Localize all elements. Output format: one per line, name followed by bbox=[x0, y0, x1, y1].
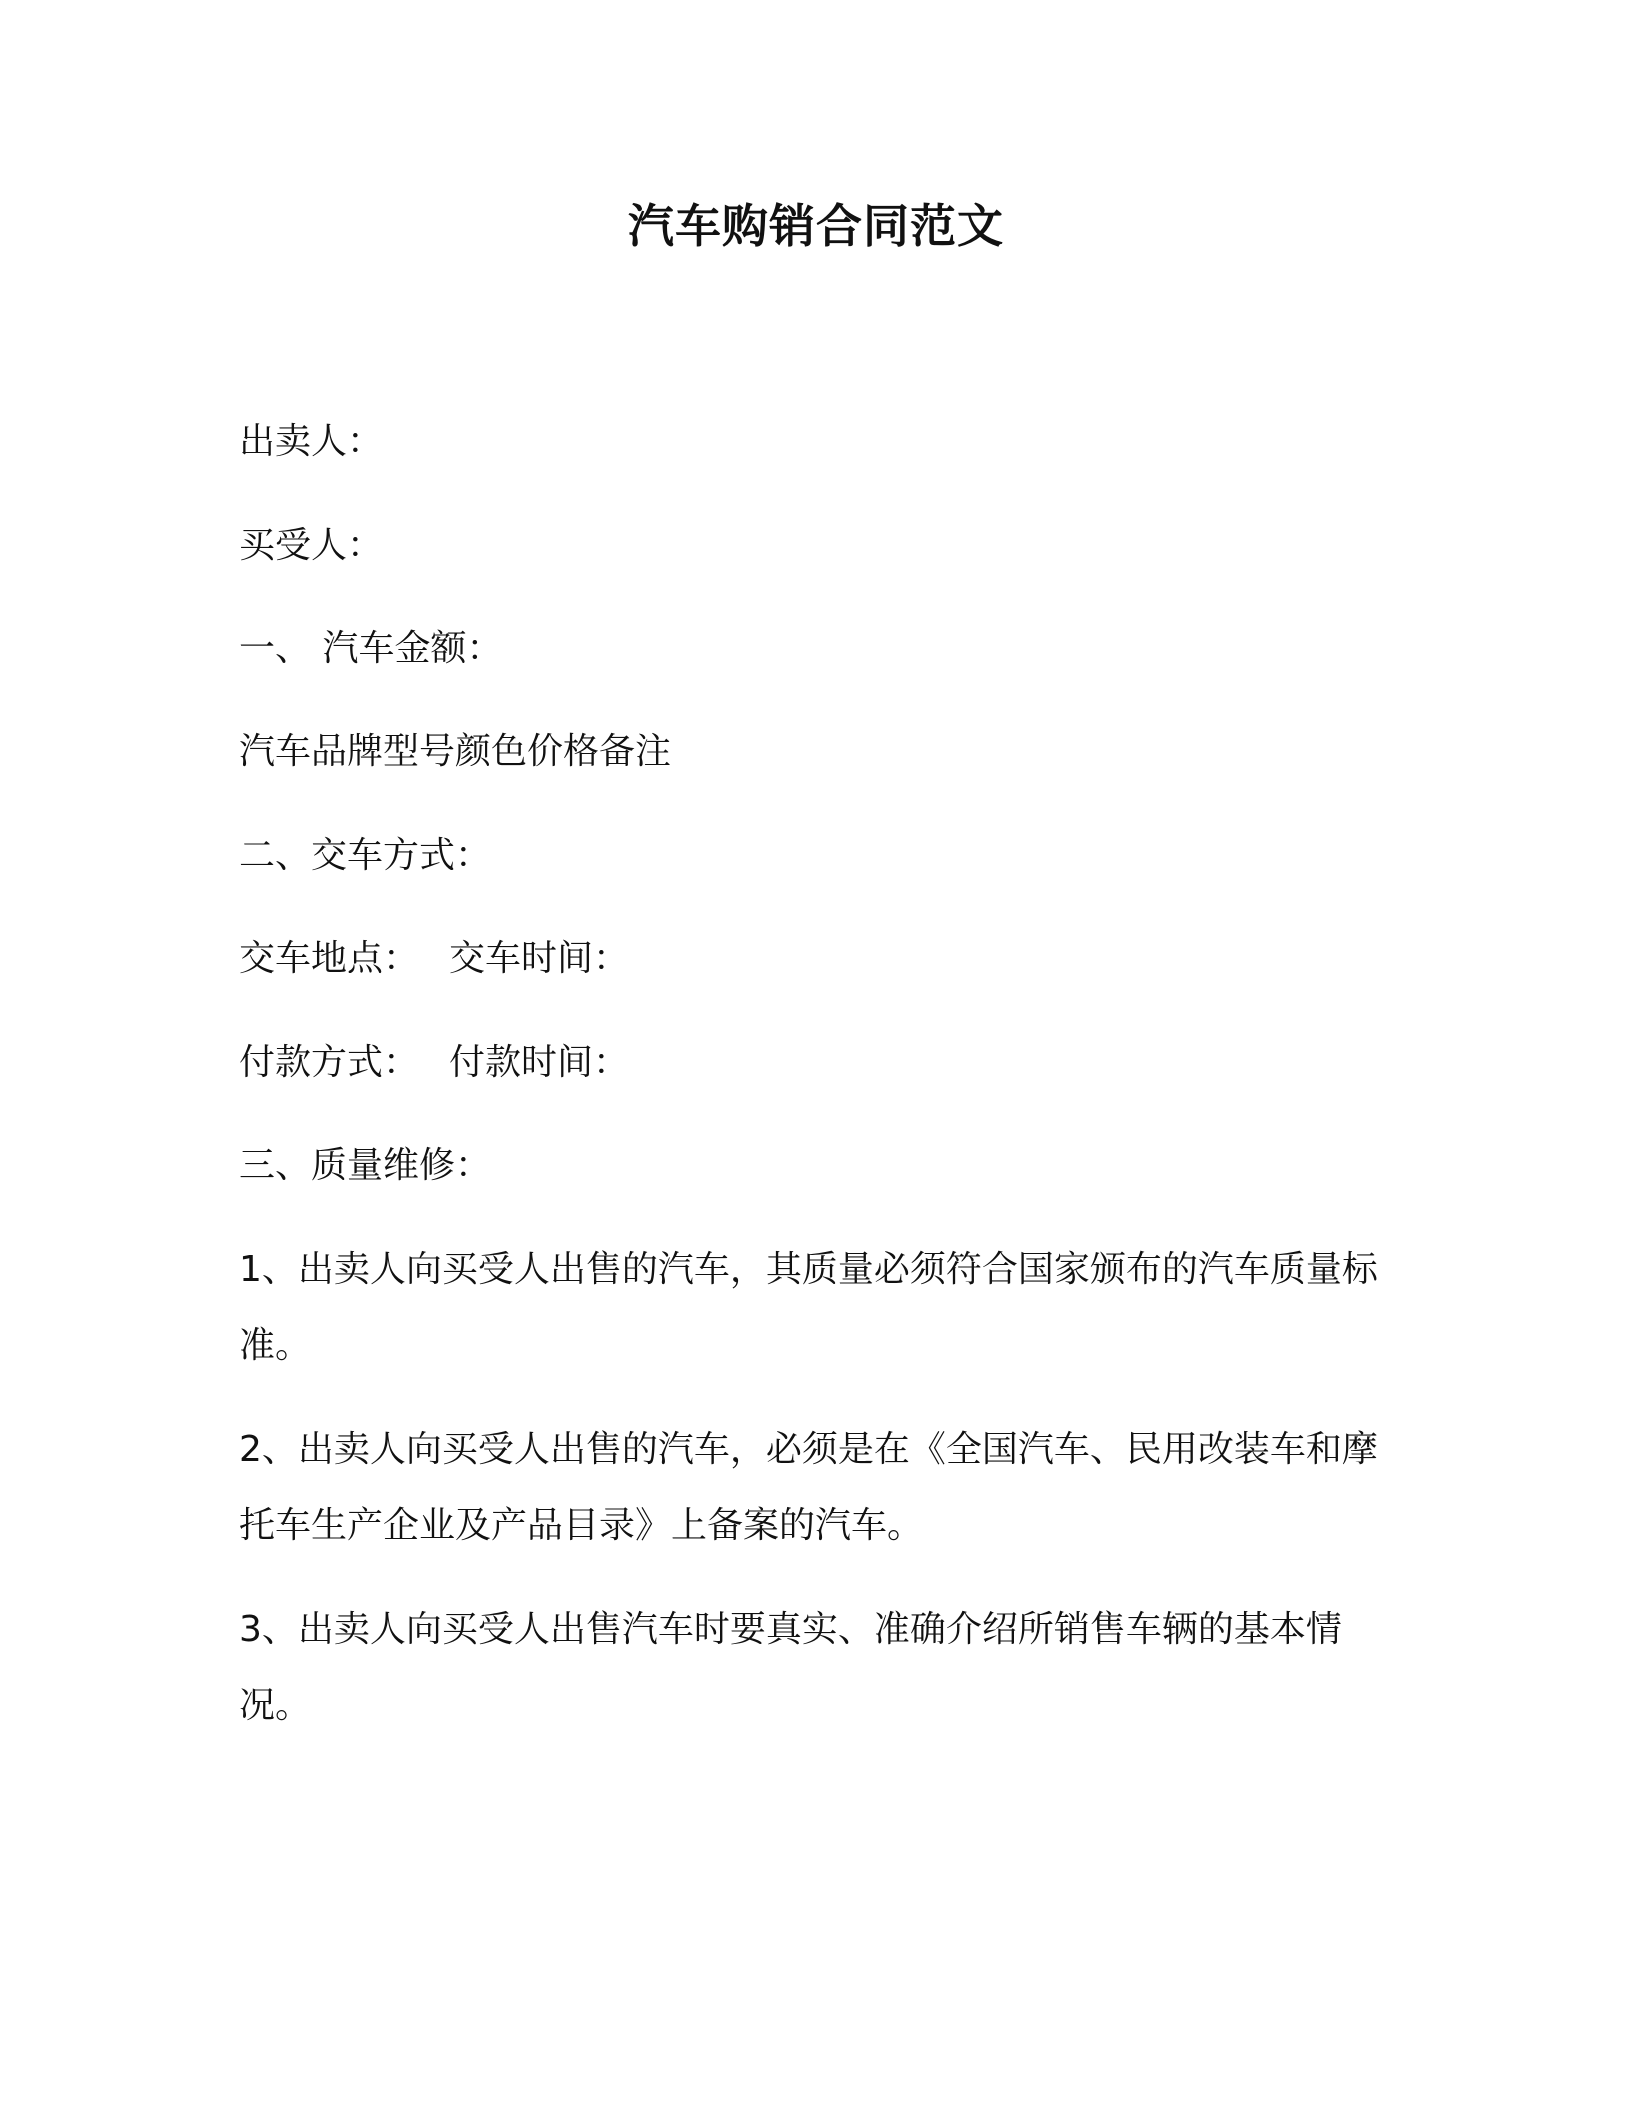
payment-method-label: 付款方式： bbox=[239, 1042, 420, 1083]
payment-time-label: 付款时间： bbox=[449, 1042, 630, 1083]
buyer-label: 买受人： bbox=[239, 525, 384, 566]
clause-1: 1、出卖人向买受人出售的汽车，其质量必须符合国家颁布的汽车质量标准。 bbox=[239, 1249, 1378, 1366]
section2-heading: 二、交车方式： bbox=[239, 835, 492, 876]
clause-2: 2、出卖人向买受人出售的汽车，必须是在《全国汽车、民用改装车和摩托车生产企业及产品目录》上备案的汽车。 bbox=[239, 1429, 1378, 1546]
seller-label: 出卖人： bbox=[239, 421, 384, 462]
clause-3: 3、出卖人向买受人出售汽车时要真实、准确介绍所销售车辆的基本情况。 bbox=[239, 1609, 1342, 1726]
section3-heading: 三、质量维修： bbox=[239, 1145, 492, 1186]
payment-line bbox=[239, 1037, 1409, 1089]
section1-heading: 一、 汽车金额： bbox=[239, 628, 503, 669]
document-title: 汽车购销合同范文 bbox=[628, 199, 1004, 253]
delivery-line bbox=[239, 933, 1409, 985]
delivery-place-label: 交车地点： bbox=[239, 938, 420, 979]
delivery-time-label: 交车时间： bbox=[449, 938, 630, 979]
car-table-header: 汽车品牌型号颜色价格备注 bbox=[239, 731, 672, 772]
